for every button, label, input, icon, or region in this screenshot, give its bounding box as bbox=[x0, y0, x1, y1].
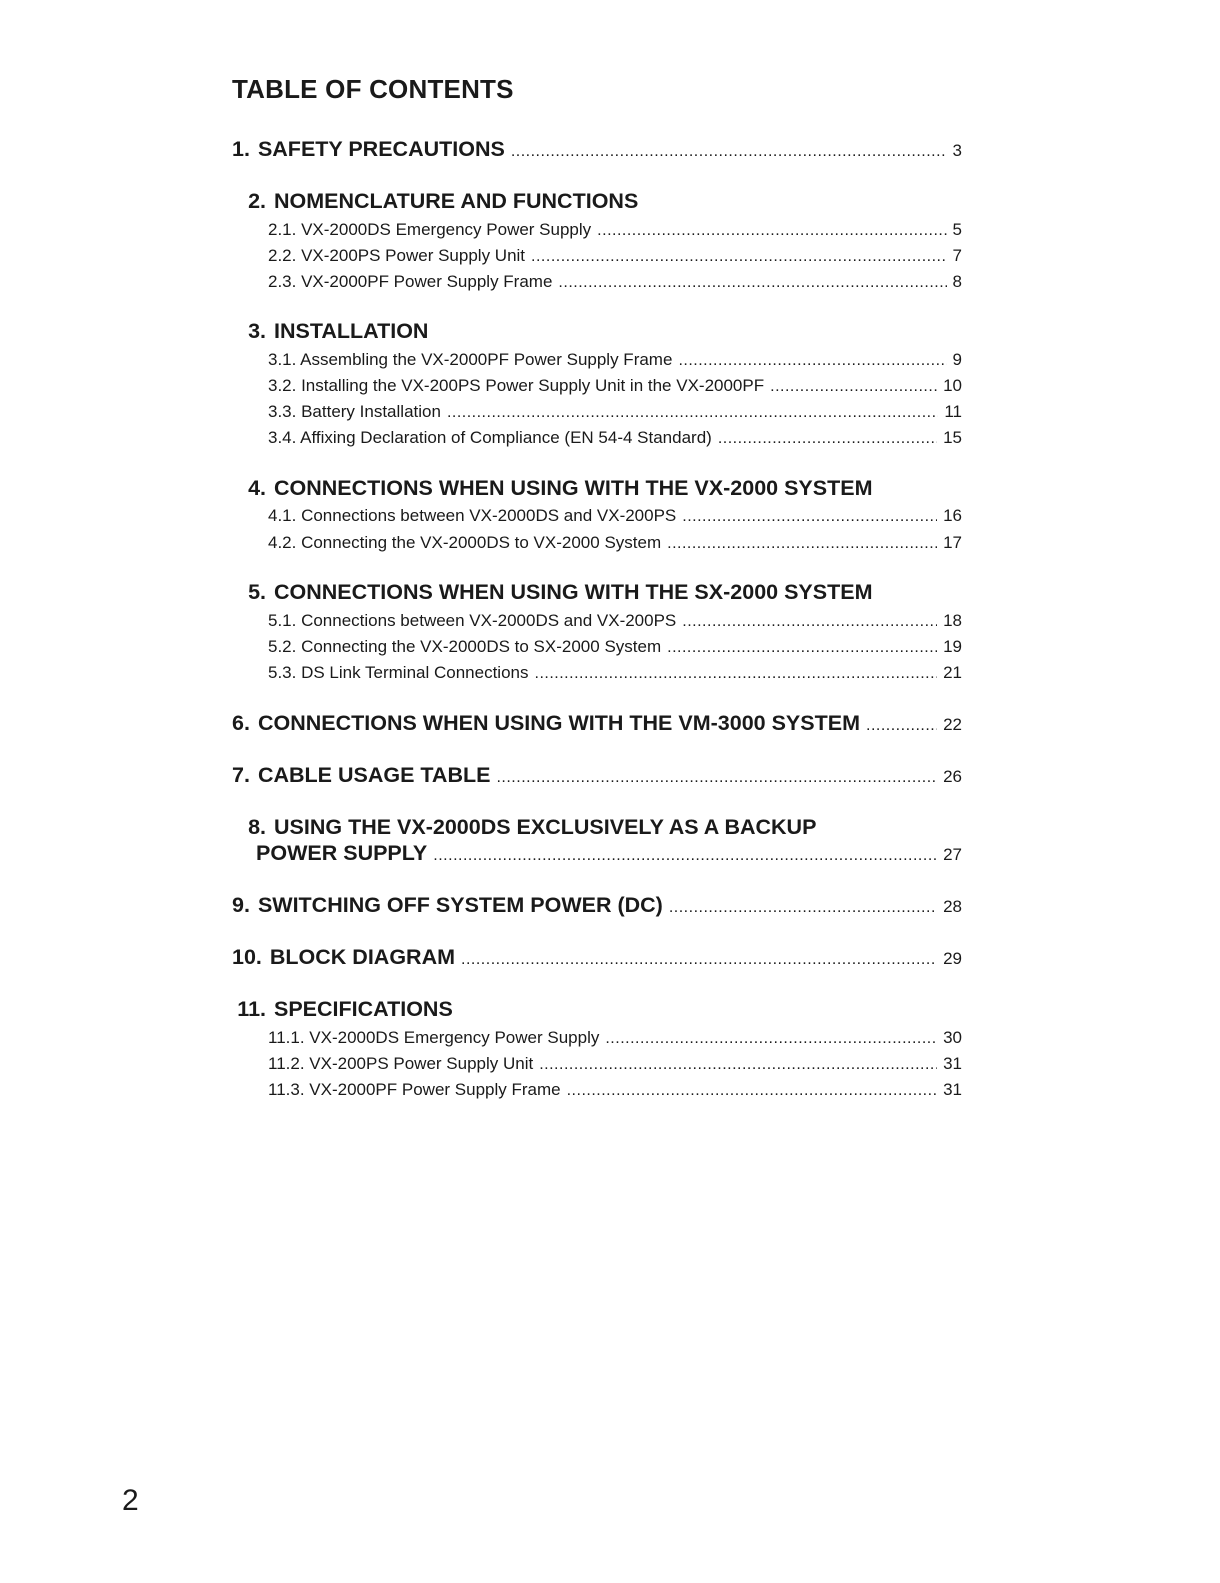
page-ref: 31 bbox=[943, 1054, 962, 1073]
subsection-title: 11.1. VX-2000DS Emergency Power Supply bbox=[268, 1028, 600, 1047]
toc-subentry-3-4[interactable] bbox=[268, 428, 962, 448]
page-ref: 15 bbox=[943, 428, 962, 447]
section-number: 8. bbox=[248, 815, 266, 839]
toc-entry-2[interactable] bbox=[232, 189, 962, 214]
toc-entry-10[interactable] bbox=[232, 945, 962, 970]
toc-entry-8-continued[interactable] bbox=[232, 841, 962, 866]
subsection-title: 2.1. VX-2000DS Emergency Power Supply bbox=[268, 220, 592, 239]
section-title: SAFETY PRECAUTIONS bbox=[257, 137, 505, 161]
dot-leader bbox=[535, 665, 938, 683]
dot-leader bbox=[531, 248, 947, 266]
page-ref: 8 bbox=[952, 272, 962, 291]
dot-leader bbox=[511, 143, 947, 161]
page-ref: 11 bbox=[944, 402, 962, 421]
toc-subentry-3-1[interactable] bbox=[268, 350, 962, 370]
page-ref: 19 bbox=[943, 637, 962, 656]
section-title: CONNECTIONS WHEN USING WITH THE VM-3000 SYSTEM bbox=[257, 711, 860, 735]
subsection-title: 5.1. Connections between VX-2000DS and VX-200PS bbox=[268, 611, 677, 630]
toc-entry-3[interactable] bbox=[232, 319, 962, 344]
section-number: 10. bbox=[232, 945, 262, 969]
section-title: NOMENCLATURE AND FUNCTIONS bbox=[274, 189, 639, 213]
section-number: 9. bbox=[232, 893, 250, 917]
dot-leader bbox=[669, 899, 937, 917]
page-ref: 17 bbox=[943, 533, 962, 552]
subsection-title: 11.2. VX-200PS Power Supply Unit bbox=[268, 1054, 534, 1073]
dot-leader bbox=[461, 951, 937, 969]
section-title: POWER SUPPLY bbox=[256, 841, 428, 865]
dot-leader bbox=[866, 717, 937, 735]
dot-leader bbox=[718, 430, 937, 448]
toc-entry-7[interactable] bbox=[232, 763, 962, 788]
subsection-title: 2.2. VX-200PS Power Supply Unit bbox=[268, 246, 526, 265]
toc-entry-8[interactable] bbox=[232, 815, 962, 840]
page-ref: 7 bbox=[952, 246, 962, 265]
toc-subentry-2-1[interactable] bbox=[268, 220, 962, 240]
toc-entry-5[interactable] bbox=[232, 580, 962, 605]
toc-subentry-4-2[interactable] bbox=[268, 533, 962, 553]
section-title: CABLE USAGE TABLE bbox=[257, 763, 491, 787]
dot-leader bbox=[770, 378, 937, 396]
toc-subentry-11-2[interactable] bbox=[268, 1054, 962, 1074]
section-number: 4. bbox=[248, 476, 266, 500]
dot-leader bbox=[682, 508, 937, 526]
page-ref: 31 bbox=[943, 1080, 962, 1099]
page-ref: 10 bbox=[943, 376, 962, 395]
toc-subentry-5-1[interactable] bbox=[268, 611, 962, 631]
dot-leader bbox=[567, 1082, 937, 1100]
subsection-title: 4.1. Connections between VX-2000DS and VX-200PS bbox=[268, 506, 677, 525]
toc-entry-4[interactable] bbox=[232, 476, 962, 501]
dot-leader bbox=[667, 535, 937, 553]
page-ref: 28 bbox=[943, 897, 962, 916]
section-title: CONNECTIONS WHEN USING WITH THE VX-2000 SYSTEM bbox=[274, 476, 873, 500]
subsection-title: 4.2. Connecting the VX-2000DS to VX-2000 System bbox=[268, 533, 662, 552]
page-ref: 16 bbox=[943, 506, 962, 525]
dot-leader bbox=[433, 847, 937, 865]
toc-entry-11[interactable] bbox=[232, 997, 962, 1022]
toc-subentry-4-1[interactable] bbox=[268, 506, 962, 526]
section-number: 11. bbox=[237, 997, 266, 1021]
subsection-title: 11.3. VX-2000PF Power Supply Frame bbox=[268, 1080, 561, 1099]
toc-subentry-2-2[interactable] bbox=[268, 246, 962, 266]
toc-subentry-5-3[interactable] bbox=[268, 663, 962, 683]
dot-leader bbox=[496, 769, 937, 787]
section-number: 5. bbox=[248, 580, 266, 604]
page-ref: 26 bbox=[943, 767, 962, 786]
dot-leader bbox=[682, 613, 937, 631]
page-ref: 9 bbox=[952, 350, 962, 369]
subsection-title: 2.3. VX-2000PF Power Supply Frame bbox=[268, 272, 553, 291]
dot-leader bbox=[667, 639, 937, 657]
section-title: INSTALLATION bbox=[274, 319, 429, 343]
toc-subentry-2-3[interactable] bbox=[268, 272, 962, 292]
page-ref: 21 bbox=[943, 663, 962, 682]
toc-subentry-11-3[interactable] bbox=[268, 1080, 962, 1100]
subsection-title: 3.3. Battery Installation bbox=[268, 402, 441, 421]
section-title: CONNECTIONS WHEN USING WITH THE SX-2000 SYSTEM bbox=[274, 580, 873, 604]
subsection-title: 5.3. DS Link Terminal Connections bbox=[268, 663, 529, 682]
page-ref: 29 bbox=[943, 949, 962, 968]
subsection-title: 3.1. Assembling the VX-2000PF Power Supply Frame bbox=[268, 350, 673, 369]
page-ref: 27 bbox=[943, 845, 962, 864]
subsection-title: 3.4. Affixing Declaration of Compliance (EN 54-4 Standard) bbox=[268, 428, 712, 447]
dot-leader bbox=[539, 1056, 937, 1074]
page-ref: 30 bbox=[943, 1028, 962, 1047]
toc-subentry-3-2[interactable] bbox=[268, 376, 962, 396]
section-title: SPECIFICATIONS bbox=[274, 997, 453, 1021]
dot-leader bbox=[605, 1030, 937, 1048]
toc-subentry-3-3[interactable] bbox=[268, 402, 962, 422]
section-number: 1. bbox=[232, 137, 250, 161]
section-number: 2. bbox=[248, 189, 266, 213]
section-number: 3. bbox=[248, 319, 266, 343]
page-title: TABLE OF CONTENTS bbox=[232, 74, 514, 104]
page-ref: 3 bbox=[952, 141, 962, 160]
section-number: 7. bbox=[232, 763, 250, 787]
toc-entry-1[interactable] bbox=[232, 137, 962, 162]
page-ref: 5 bbox=[952, 220, 962, 239]
section-title: USING THE VX-2000DS EXCLUSIVELY AS A BACKUP bbox=[274, 815, 817, 839]
section-title: BLOCK DIAGRAM bbox=[269, 945, 456, 969]
subsection-title: 5.2. Connecting the VX-2000DS to SX-2000 System bbox=[268, 637, 662, 656]
dot-leader bbox=[558, 274, 946, 292]
dot-leader bbox=[447, 404, 938, 422]
toc-entry-6[interactable] bbox=[232, 711, 962, 736]
page-ref: 22 bbox=[943, 715, 962, 734]
dot-leader bbox=[597, 222, 946, 240]
page-number: 2 bbox=[122, 1484, 139, 1517]
subsection-title: 3.2. Installing the VX-200PS Power Supply Unit in the VX-2000PF bbox=[268, 376, 765, 395]
section-title: SWITCHING OFF SYSTEM POWER (DC) bbox=[257, 893, 663, 917]
toc-entry-9[interactable] bbox=[232, 893, 962, 918]
toc-subentry-5-2[interactable] bbox=[268, 637, 962, 657]
page-ref: 18 bbox=[943, 611, 962, 630]
dot-leader bbox=[678, 352, 946, 370]
toc-subentry-11-1[interactable] bbox=[268, 1028, 962, 1048]
section-number: 6. bbox=[232, 711, 250, 735]
